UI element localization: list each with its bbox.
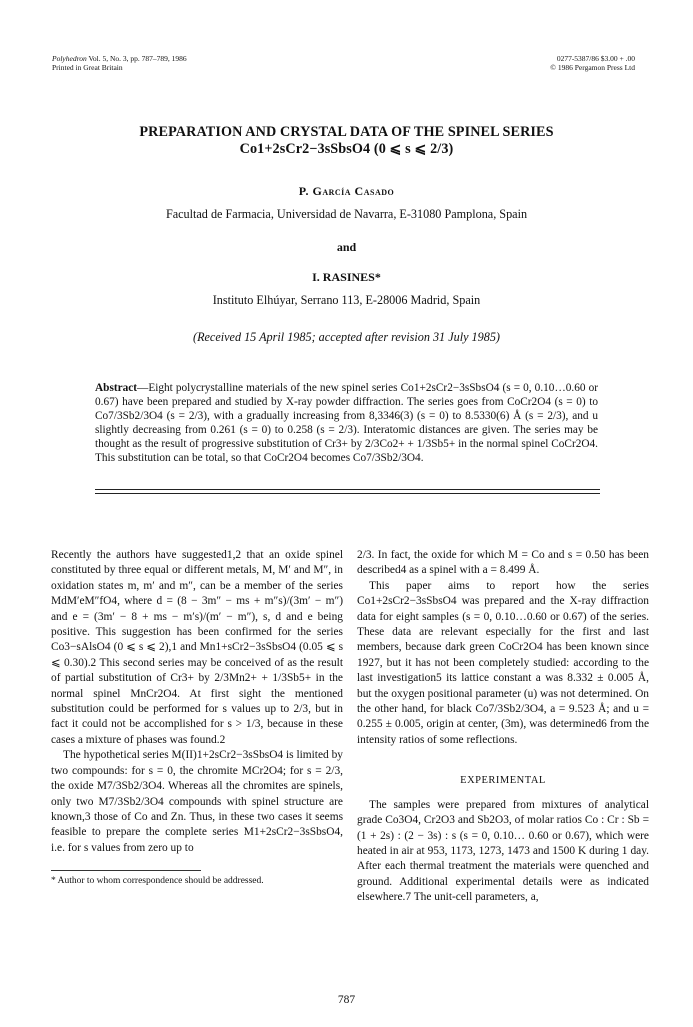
section-heading-experimental: EXPERIMENTAL	[460, 775, 546, 787]
printed-in: Printed in Great Britain	[52, 63, 123, 72]
right-paragraph-3: The samples were prepared from mixtures of analytical grade Co3O4, Cr2O3 and Sb2O3, of molar ratios Co : Cr : Sb = (1 + 2s) : (2 − 3s) : s (s = 0, 0.10… 0.60 or 0.67), which were heated in air at 953, 1173, 1273, 1473 and 1500 K during 1 day. After each thermal treatment the materials were quenched and ground. Additional experimental details were as indicated elsewhere.7 The unit-cell parameters, a,	[357, 798, 649, 904]
running-header-right	[550, 54, 635, 72]
and-separator: and	[336, 240, 357, 254]
author-2: I. RASINES*	[312, 270, 381, 284]
affiliation-2: Instituto Elhúyar, Serrano 113, E-28006 Madrid, Spain	[212, 293, 481, 307]
right-column	[357, 548, 649, 906]
footnote-rule	[51, 870, 201, 871]
copyright-notice: © 1986 Pergamon Press Ltd	[550, 63, 635, 72]
journal-name: Polyhedron	[52, 54, 87, 63]
title-line-2: Co1+2sCr2−3sSbsO4 (0 ⩽ s ⩽ 2/3)	[239, 141, 454, 157]
title-line-1: PREPARATION AND CRYSTAL DATA OF THE SPINEL SERIES	[139, 124, 554, 140]
affiliation-1: Facultad de Farmacia, Universidad de Navarra, E-31080 Pamplona, Spain	[165, 207, 528, 221]
right-paragraph-1: 2/3. In fact, the oxide for which M = Co and s = 0.50 has been described4 as a spinel with a = 8.499 Å.	[357, 549, 649, 577]
left-paragraph-1: Recently the authors have suggested1,2 that an oxide spinel constituted by three equal or different metals, M, M′ and M″, in oxidation states m, m′ and m″, can be a member of the series MdM′eM″fO4, where d = (8 − 3m″ − ms + m″s)/(3m′ − m″) and e = (3m′ − 8 + ms − m′s)/(m′ − m″), s, d and e being positive. This suggestion has been confirmed for the series Co3−sAlsO4 (0 ⩽ s ⩽ 2),1 and Mn1+sCr2−3sSbsO4 (0.05 ⩽ s ⩽ 0.30).2 This second series may be conceived of as the result of partial substitution of Cr3+ by 2/3Mn2+ + 1/3Sb5+ in the normal spinel MnCr2O4. At first sight the mentioned substitution could be performed for s values up to 2/3, but in fact it could not be accomplished for s > 1/3, because in these cases a mixture of phases was found.2	[51, 549, 343, 746]
footnote: * Author to whom correspondence should be addressed.	[51, 876, 264, 887]
abstract	[95, 381, 598, 465]
running-header-left	[52, 54, 187, 72]
received-dates: (Received 15 April 1985; accepted after revision 31 July 1985)	[193, 330, 500, 344]
journal-citation: Vol. 5, No. 3, pp. 787–789, 1986	[88, 54, 187, 63]
abstract-text: —Eight polycrystalline materials of the new spinel series Co1+2sCr2−3sSbsO4 (s = 0, 0.10…0.60 or 0.67) have been prepared and studied by X-ray powder diffraction. The series goes from CoCr2O4 (s = 0) to Co7/3Sb2/3O4 (s = 2/3), with a gradually increasing from 8,3346(3) (s = 0) to 8.5330(6) Å (s = 2/3), and u slightly decreasing from 0.261 (s = 0) to 0.258 (s = 2/3). Interatomic distances are given. The series may be thought as the result of progressive substitution of Cr3+ by 2/3Co2+ + 1/3Sb5+ in the normal spinel CoCr2O4. This substitution can be total, so that CoCr2O4 becomes Co7/3Sb2/3O4.	[95, 382, 598, 464]
page-number: 787	[337, 994, 356, 1006]
left-paragraph-2: The hypothetical series M(II)1+2sCr2−3sSbsO4 is limited by two compounds: for s = 0, the chromite MCr2O4; for s = 2/3, the oxide M7/3Sb2/3O4. Whereas all the chromites are spinels, only two M7/3Sb2/3O4 compounds with spinel structure are known,3 those of Co and Zn. Thus, in these two cases it seems feasible to prepare the complete series M1+2sCr2−3sSbsO4, i.e. for s values from zero up to	[51, 749, 343, 854]
issn-price: 0277-5387/86 $3.00 + .00	[556, 54, 635, 63]
right-paragraph-2: This paper aims to report how the series Co1+2sCr2−3sSbsO4 was prepared and the X-ray diffraction data for eight samples (s = 0, 0.10…0.60 or 0.67) of the series. These data are relevant especially for the first and last members, because dark green CoCr2O4 has been known since 1927, but it has not been completely studied: according to the last investigation5 its lattice constant a was 8.332 ± 0.005 Å, but the oxygen positional parameter (u) was not determined. On the other hand, for black Co7/3Sb2/3O4, a = 9.523 Å; and u = 0.255 ± 0.005, origin at center, (3m), was determined6 from the intensity ratios of some reflections.	[357, 579, 649, 746]
abstract-rule-bottom	[95, 493, 600, 494]
abstract-label: Abstract	[95, 382, 138, 394]
abstract-rule-top	[95, 489, 600, 490]
paper-title	[0, 124, 693, 158]
left-column	[51, 548, 343, 887]
author-1: P. García Casado	[298, 184, 395, 198]
